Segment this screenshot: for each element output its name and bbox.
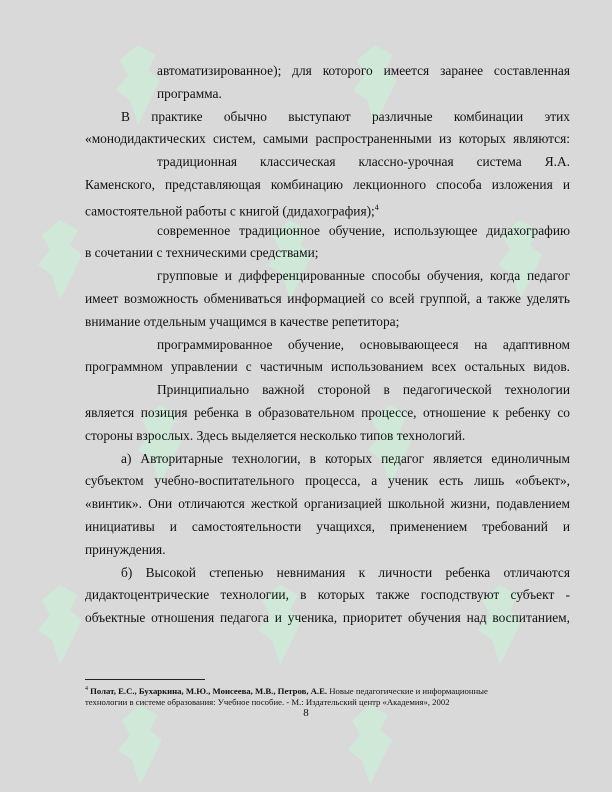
footnote [85, 684, 570, 709]
footnote-reference: 4 [374, 202, 379, 212]
text-line-content: программном управлении с частичным использованием всех остальных видов. [85, 359, 570, 375]
text-line [85, 584, 570, 607]
text-line [85, 356, 570, 379]
text-line [85, 106, 570, 129]
text-line [85, 288, 570, 311]
text-line [85, 539, 570, 562]
footnote-title: Новые педагогические и информационные [327, 685, 488, 696]
text-line [85, 402, 570, 425]
text-line-content: б) Высокой степенью невнимания к личности ребенка отличаются [121, 564, 570, 580]
text-line [85, 448, 570, 471]
text-line [85, 151, 570, 174]
text-line [85, 242, 570, 265]
text-line [85, 334, 570, 357]
text-line [85, 425, 570, 448]
text-line [85, 174, 570, 197]
text-line [85, 379, 570, 402]
text-line [85, 516, 570, 539]
text-line-content: самостоятельной работы с книгой (дидахография); [85, 203, 375, 219]
text-line [85, 265, 570, 288]
text-line-content: стороны взрослых. Здесь выделяется несколько типов технологий. [85, 427, 466, 443]
text-line-content: современное традиционное обучение, использующее дидахографию [157, 222, 570, 238]
text-line-content: внимание отдельным учащимся в качестве репетитора; [85, 313, 400, 329]
text-line [85, 197, 570, 220]
text-line-content: дидактоцентрические технологии, в которых также господствуют субъект - [85, 587, 570, 603]
watermark-logo-icon [30, 580, 90, 670]
body-text [85, 60, 570, 630]
text-line-content: объектные отношения педагога и ученика, приоритет обучения над воспитанием, [85, 610, 570, 626]
text-line [85, 83, 570, 106]
text-line [85, 493, 570, 516]
footnote-line2: технологии в системе образования: Учебное пособие. - М.: Издательский центр «Академия», 2002 [85, 697, 450, 708]
text-line-content: автоматизированное); для которого имеется заранее составленная [157, 63, 570, 78]
text-line-content: имеет возможность обмениваться информацией со всей группой, а также уделять [85, 290, 570, 306]
watermark-logo-icon [30, 215, 90, 305]
text-line-content: Принципиально важной стороной в педагогической технологии [157, 382, 570, 398]
text-line-content: в сочетании с техническими средствами; [85, 245, 319, 261]
text-line [85, 470, 570, 493]
footnote-mark: 4 [85, 686, 88, 692]
text-line-content: В практике обычно выступают различные комбинации этих [121, 108, 570, 124]
footnote-authors: Полат, Е.С., Бухаркина, М.Ю., Моисеева, М.В., Петров, А.Е. [90, 685, 328, 696]
footnote-divider [85, 679, 205, 680]
text-line-content: «монодидактических систем, самыми распространенными из которых являются: [85, 131, 570, 147]
text-line [85, 60, 570, 83]
text-line-content: Каменского, представляющая комбинацию лекционного способа изложения и [85, 176, 570, 192]
text-line-content: программа. [157, 85, 222, 101]
text-line-content: а) Авторитарные технологии, в которых педагог является единоличным [121, 450, 570, 466]
text-line [85, 220, 570, 243]
page-number: 8 [303, 707, 309, 719]
text-line-content: программированное обучение, основывающееся на адаптивном [157, 336, 570, 352]
text-line-content: «винтик». Они отличаются жесткой организацией школьной жизни, подавлением [85, 496, 570, 512]
text-line [85, 128, 570, 151]
text-line-content: принуждения. [85, 541, 166, 557]
text-line-content: групповые и дифференцированные способы обучения, когда педагог [157, 268, 570, 284]
text-line [85, 607, 570, 630]
text-line-content: является позиция ребенка в образовательном процессе, отношение к ребенку со [85, 404, 570, 420]
text-line [85, 562, 570, 585]
text-line-content: субъектом учебно-воспитательного процесса, а ученик есть лишь «объект», [85, 473, 570, 489]
text-line-content: традиционная классическая классно-урочная система Я.А. [157, 154, 570, 170]
text-line [85, 311, 570, 334]
text-line-content: инициативы и самостоятельности учащихся, применением требований и [85, 518, 570, 534]
